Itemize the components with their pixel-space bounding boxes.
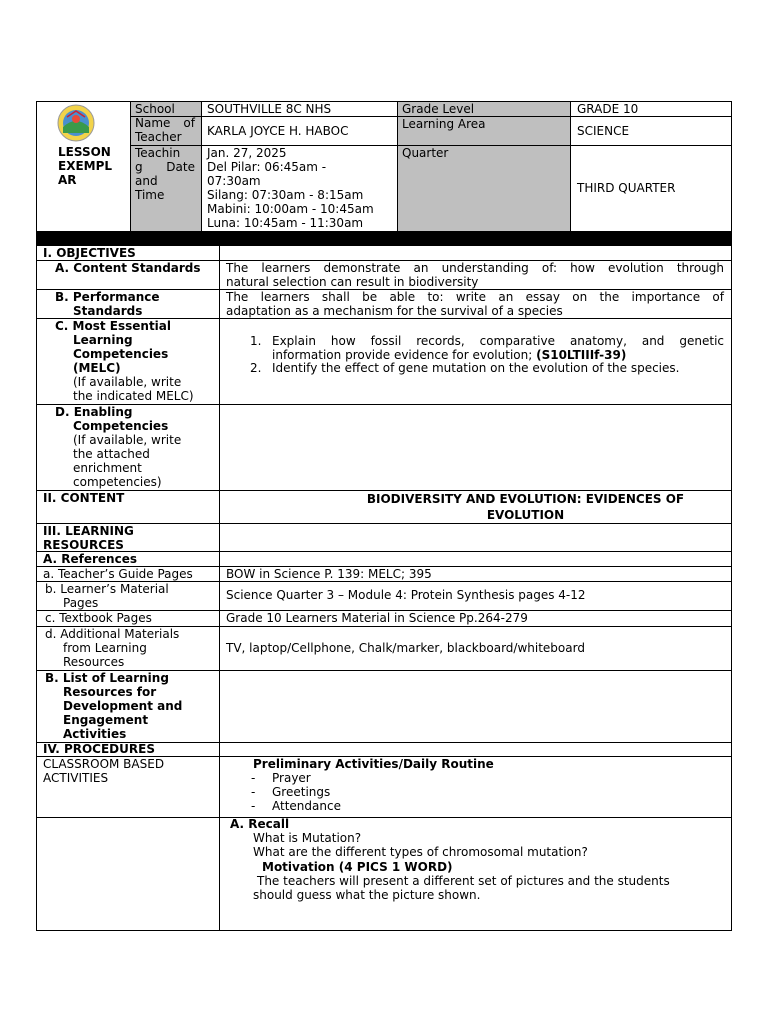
procedures-heading: IV. PROCEDURES xyxy=(43,742,155,756)
grid-line xyxy=(37,551,731,552)
additional-materials-value: TV, laptop/Cellphone, Chalk/marker, blackboard/whiteboard xyxy=(226,641,585,655)
grid-line xyxy=(37,404,731,405)
area-label: Learning Area xyxy=(402,117,486,131)
melc-label-4: (MELC) xyxy=(73,361,121,375)
classroom-activities-label-2: ACTIVITIES xyxy=(43,771,109,785)
enabling-label-2: Competencies xyxy=(73,419,169,433)
content-standards-label: A. Content Standards xyxy=(55,261,201,275)
teachers-guide-value: BOW in Science P. 139: MELC; 395 xyxy=(226,567,432,581)
school-label: School xyxy=(135,102,175,116)
prelim-item-greetings: Greetings xyxy=(272,785,331,799)
text-line: natural selection can result in biodiversity xyxy=(226,275,479,289)
grid-line xyxy=(37,817,731,818)
enabling-note-3: enrichment xyxy=(73,461,142,475)
table-bottom-border xyxy=(37,930,731,931)
text-line: Explain how fossil records, comparative anatomy, and genetic xyxy=(272,334,724,348)
table-left-border xyxy=(36,101,37,931)
schedule-line: Del Pilar: 06:45am - xyxy=(207,160,327,174)
lesson-title-line-2: EXEMPL xyxy=(58,159,113,173)
content-standards-text xyxy=(226,261,724,289)
melc-item-1 xyxy=(272,334,724,362)
grid-line xyxy=(37,523,731,524)
melc-label-3: Competencies xyxy=(73,347,169,361)
table-right-border xyxy=(731,101,732,931)
list-resources-label-3: Development and xyxy=(63,699,183,713)
teacher-label-line: Teacher xyxy=(135,130,182,144)
grid-line xyxy=(570,101,571,231)
prelim-title: Preliminary Activities/Daily Routine xyxy=(253,757,494,771)
teacher-label-line: Name of xyxy=(135,116,195,130)
list-resources-label-5: Activities xyxy=(63,727,127,741)
objectives-heading: I. OBJECTIVES xyxy=(43,246,136,260)
teacher-value: KARLA JOYCE H. HABOC xyxy=(207,124,349,138)
additional-materials-label-2: from Learning xyxy=(63,641,147,655)
grade-label: Grade Level xyxy=(402,102,475,116)
melc-item-2: Identify the effect of gene mutation on the evolution of the species. xyxy=(272,361,680,375)
schedule-line: Silang: 07:30am - 8:15am xyxy=(207,188,364,202)
text-line: The learners demonstrate an understanding of: how evolution through xyxy=(226,261,724,275)
schedule-line: 07:30am xyxy=(207,174,261,188)
school-seal-logo xyxy=(53,103,99,143)
enabling-label: D. Enabling xyxy=(55,405,133,419)
resources-heading-2: RESOURCES xyxy=(43,538,124,552)
area-value: SCIENCE xyxy=(577,124,630,138)
melc-item-2-num: 2. xyxy=(250,361,262,375)
motivation-text-1: The teachers will present a different set of pictures and the students xyxy=(257,874,670,888)
learners-material-label: b. Learner’s Material xyxy=(45,582,169,596)
grade-value: GRADE 10 xyxy=(577,102,639,116)
melc-label: C. Most Essential xyxy=(55,319,172,333)
performance-standards-label-2: Standards xyxy=(73,304,143,318)
schedule-line: Luna: 10:45am - 11:30am xyxy=(207,216,364,230)
prelim-item-prayer: Prayer xyxy=(272,771,311,785)
teacher-label xyxy=(135,116,195,144)
performance-standards-label: B. Performance xyxy=(55,290,160,304)
melc-note: (If available, write xyxy=(73,375,182,389)
prelim-dash: - xyxy=(251,799,256,813)
time-label-line: g Date xyxy=(135,160,195,174)
textbook-label: c. Textbook Pages xyxy=(45,611,152,625)
references-label: A. References xyxy=(43,552,137,566)
content-title-line: EVOLUTION xyxy=(486,508,565,522)
lesson-title-line-3: AR xyxy=(58,173,77,187)
enabling-note-2: the attached xyxy=(73,447,150,461)
schedule-line: Jan. 27, 2025 xyxy=(207,146,287,160)
list-resources-label-4: Engagement xyxy=(63,713,149,727)
teachers-guide-label: a. Teacher’s Guide Pages xyxy=(43,567,193,581)
list-resources-label-2: Resources for xyxy=(63,685,157,699)
recall-title: A. Recall xyxy=(230,817,290,831)
enabling-note: (If available, write xyxy=(73,433,182,447)
lesson-title-line-1: LESSON xyxy=(58,145,111,159)
time-label-line: Teachin xyxy=(135,146,181,160)
recall-question-2: What are the different types of chromosomal mutation? xyxy=(253,845,588,859)
grid-line xyxy=(130,101,131,231)
grid-line xyxy=(397,101,398,231)
schedule-value xyxy=(207,146,374,230)
grid-line xyxy=(219,246,220,931)
text-line: adaptation as a mechanism for the survival of a species xyxy=(226,304,563,318)
learners-material-value: Science Quarter 3 – Module 4: Protein Synthesis pages 4-12 xyxy=(226,588,586,602)
melc-item-1-num: 1. xyxy=(250,334,262,348)
text-line: The learners shall be able to: write an essay on the importance of xyxy=(226,290,724,304)
content-heading: II. CONTENT xyxy=(43,491,125,505)
textbook-value: Grade 10 Learners Material in Science Pp.264-279 xyxy=(226,611,528,625)
motivation-text-2: should guess what the picture shown. xyxy=(253,888,481,902)
additional-materials-label: d. Additional Materials xyxy=(45,627,180,641)
content-title xyxy=(220,491,731,523)
enabling-note-4: competencies) xyxy=(73,475,162,489)
recall-question-1: What is Mutation? xyxy=(253,831,362,845)
learners-material-label-2: Pages xyxy=(63,596,99,610)
content-title-line: BIODIVERSITY AND EVOLUTION: EVIDENCES OF xyxy=(366,492,685,506)
quarter-value: THIRD QUARTER xyxy=(577,181,676,195)
performance-standards-text xyxy=(226,290,724,318)
school-value: SOUTHVILLE 8C NHS xyxy=(207,102,332,116)
seal-icon xyxy=(53,103,99,143)
melc-code: (S10LTIIIf-39) xyxy=(536,348,627,362)
resources-heading: III. LEARNING xyxy=(43,524,134,538)
melc-note-2: the indicated MELC) xyxy=(73,389,194,403)
text-line xyxy=(272,348,724,362)
grid-line xyxy=(201,101,202,231)
header-separator-bar xyxy=(37,231,731,246)
list-resources-label: B. List of Learning xyxy=(45,671,169,685)
prelim-item-attendance: Attendance xyxy=(272,799,341,813)
prelim-dash: - xyxy=(251,771,256,785)
time-label-line: and xyxy=(135,174,158,188)
additional-materials-label-3: Resources xyxy=(63,655,125,669)
time-label-line: Time xyxy=(135,188,165,202)
text-span: information provide evidence for evolution; xyxy=(272,348,533,362)
prelim-dash: - xyxy=(251,785,256,799)
motivation-title: Motivation (4 PICS 1 WORD) xyxy=(262,860,453,874)
classroom-activities-label: CLASSROOM BASED xyxy=(43,757,165,771)
schedule-line: Mabini: 10:00am - 10:45am xyxy=(207,202,374,216)
date-time-label xyxy=(135,146,195,202)
melc-label-2: Learning xyxy=(73,333,133,347)
quarter-label: Quarter xyxy=(402,146,449,160)
